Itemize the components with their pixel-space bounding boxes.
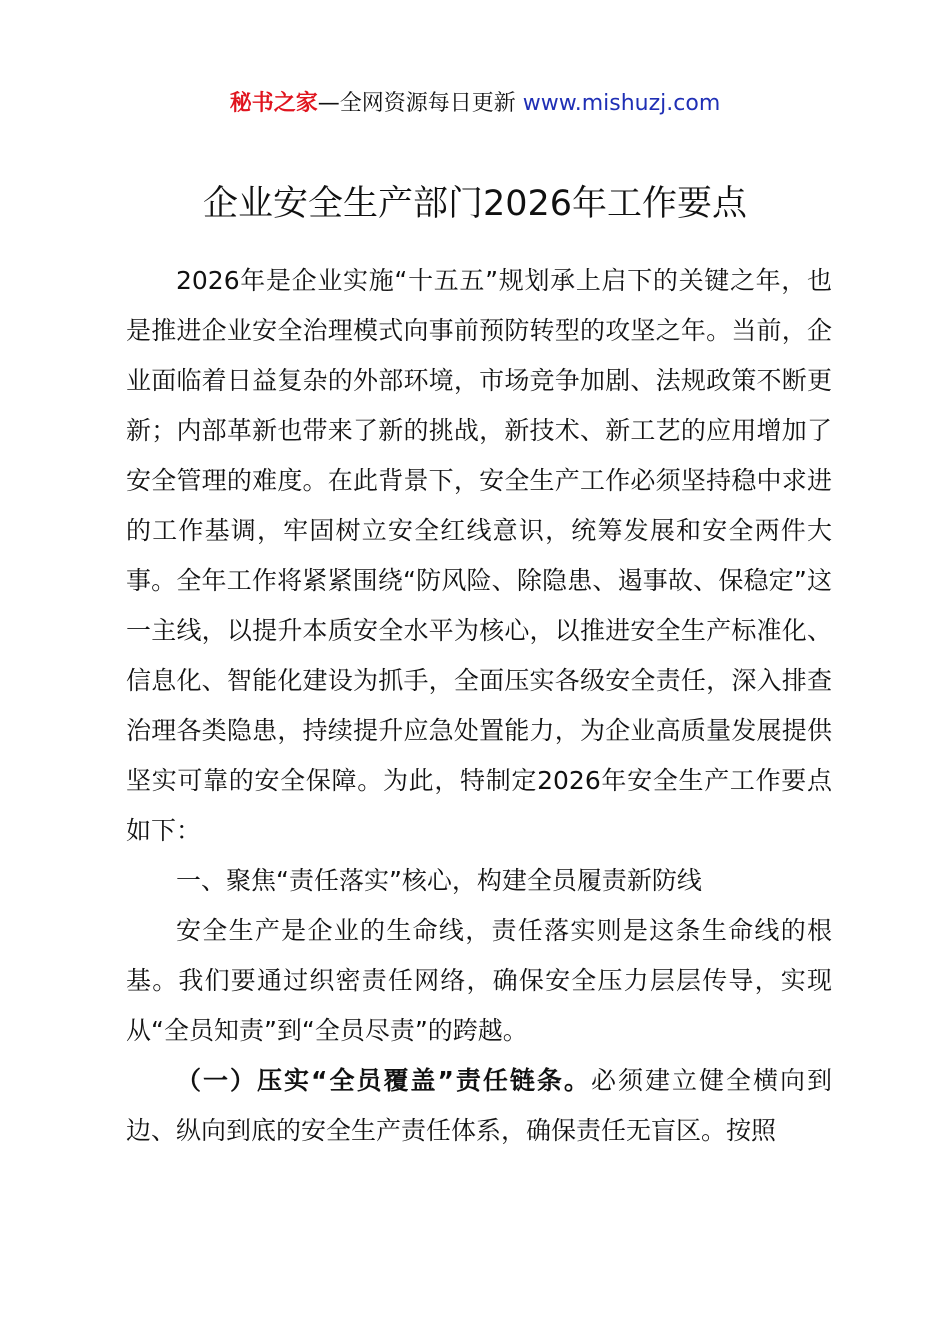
document-body <box>126 256 832 1156</box>
item-lead-1: （一）压实“全员覆盖”责任链条。 <box>176 1066 591 1095</box>
item-paragraph-1 <box>126 1056 832 1156</box>
banner-tagline: —全网资源每日更新 <box>317 91 523 116</box>
intro-paragraph: 2026年是企业实施“十五五”规划承上启下的关键之年，也是推进企业安全治理模式向事前预防转型的攻坚之年。当前，企业面临着日益复杂的外部环境，市场竞争加剧、法规政策不断更新；内部革新也带来了新的挑战，新技术、新工艺的应用增加了安全管理的难度。在此背景下，安全生产工作必须坚持稳中求进的工作基调，牢固树立安全红线意识，统筹发展和安全两件大事。全年工作将紧紧围绕“防风险、除隐患、遏事故、保稳定”这一主线，以提升本质安全水平为核心，以推进安全生产标准化、信息化、智能化建设为抓手，全面压实各级安全责任，深入排查治理各类隐患，持续提升应急处置能力，为企业高质量发展提供坚实可靠的安全保障。为此，特制定2026年安全生产工作要点如下： <box>126 266 832 845</box>
section-paragraph-1: 安全生产是企业的生命线，责任落实则是这条生命线的根基。我们要通过织密责任网络，确保安全压力层层传导，实现从“全员知责”到“全员尽责”的跨越。 <box>126 916 832 1045</box>
banner-url[interactable]: www.mishuzj.com <box>522 91 721 116</box>
document-title: 企业安全生产部门2026年工作要点 <box>202 184 748 224</box>
source-banner <box>0 89 950 119</box>
banner-brand: 秘书之家 <box>229 91 318 116</box>
section-heading-1: 一、聚焦“责任落实”核心，构建全员履责新防线 <box>176 866 702 895</box>
item-text-1: 必须建立健全横向到边、纵向到底的安全生产责任体系，确保责任无盲区。按照 <box>126 1066 832 1145</box>
